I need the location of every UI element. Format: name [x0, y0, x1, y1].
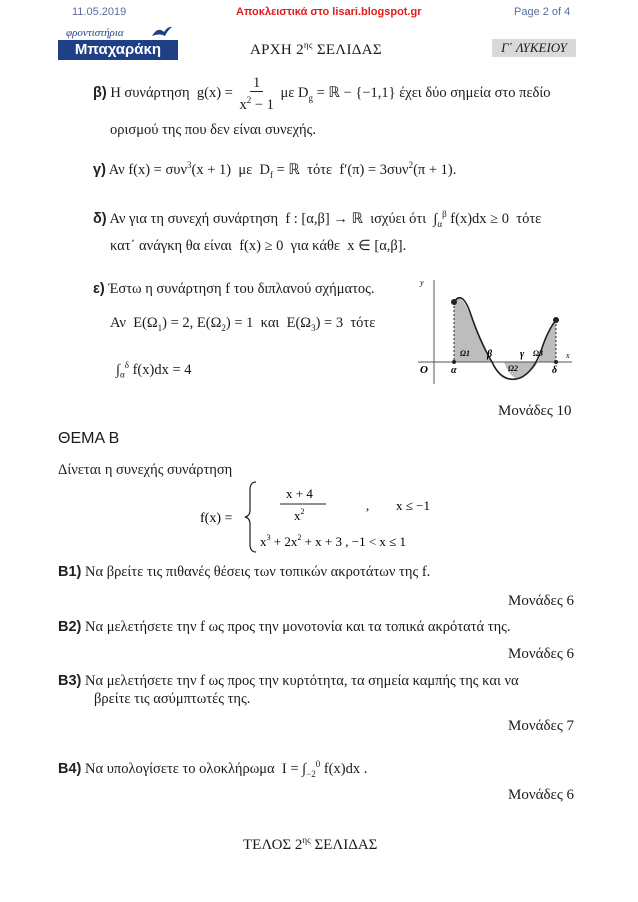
svg-text:,: ,: [366, 498, 370, 513]
item-d-text3: τότε: [516, 210, 542, 227]
svg-text:x2: $x^2$: [294, 507, 305, 523]
item-d-label: δ): [93, 210, 107, 227]
b3-question: [58, 672, 519, 690]
y-axis-label: y: [420, 278, 424, 287]
item-b-text2: με: [280, 85, 295, 102]
b1-text: Να βρείτε τις πιθανές θέσεις των τοπικών ακροτάτων της f.: [85, 564, 431, 580]
bird-logo-icon: [150, 24, 174, 40]
delta-label: δ: [552, 365, 558, 376]
logo-name: Μπαχαράκη: [58, 40, 178, 60]
item-e-line2: Αν $E(\Omega_1) = 2$, $E(\Omega_2) = 1$ και $E(\Omega_3) = 3$ τότε: [110, 315, 376, 333]
item-d-text1: Αν για τη συνεχή συνάρτηση: [109, 210, 279, 227]
item-d-line1: δ) Αν για τη συνεχή συνάρτηση f : [α,β] → ℝ ισχύει ότι $\int_\alpha^\beta$ f(x)dx ≥ 0 τότε: [93, 209, 542, 229]
delta-point: [554, 360, 558, 364]
item-e-text1: Έστω η συνάρτηση f του διπλανού σχήματος.: [108, 281, 375, 297]
units-theme-a: Μονάδες 10: [498, 403, 572, 419]
svg-text:x ≤ −1: x ≤ −1: [396, 498, 430, 513]
item-b-label: β): [93, 85, 107, 102]
omega2-label: Ω2: [508, 364, 518, 373]
omega1-label: Ω1: [460, 349, 470, 358]
item-d-text5: για κάθε: [290, 238, 340, 254]
theme-b-intro: Δίνεται η συνεχής συνάρτηση: [58, 462, 233, 478]
header-date: 11.05.2019: [72, 6, 127, 18]
item-b: β) Η συνάρτηση g(x) = $\frac{1}{x^2 - 1}$ με $D_g$ = ℝ − {−1,1} έχει δύο σημεία στο πεδίο: [93, 75, 551, 113]
end-point: [553, 317, 559, 323]
item-b-text3: έχει δύο σημεία στο πεδίο: [399, 85, 551, 102]
svg-text:f(x) =: f(x) =: [200, 511, 233, 526]
b3-label: Β3): [58, 673, 82, 689]
b2-text: Να μελετήσετε την f ως προς την μονοτονία και τα τοπικά ακρότατά της.: [85, 619, 511, 635]
b4-units: Μονάδες 6: [508, 787, 575, 803]
item-e-label: ε): [93, 281, 105, 297]
origin-label: O: [420, 364, 428, 376]
b4-text: Να υπολογίσετε το ολοκλήρωμα: [85, 760, 275, 777]
theme-b-title: ΘΕΜΑ Β: [58, 430, 120, 447]
item-d-text2: ισχύει ότι: [370, 210, 427, 227]
b2-units: Μονάδες 6: [508, 646, 575, 662]
section-end-title: ΤΕΛΟΣ $2^{\eta\varsigma}$ ΣΕΛΙΔΑΣ: [243, 835, 378, 853]
start-point: [451, 299, 457, 305]
alpha-label: α: [451, 365, 457, 376]
item-b-line2: ορισμού της που δεν είναι συνεχής.: [110, 122, 316, 138]
gamma-label: γ: [520, 349, 525, 360]
omega3-label: Ω3: [533, 349, 543, 358]
item-e-text2: Αν: [110, 315, 126, 331]
x-axis-label: x: [566, 351, 570, 360]
section-start-title: ΑΡΧΗ $2^{\eta\varsigma}$ ΣΕΛΙΔΑΣ: [250, 40, 382, 58]
piecewise-function: [200, 478, 460, 556]
header-banner[interactable]: Αποκλειστικά στο lisari.blogspot.gr: [236, 6, 422, 18]
item-e-integral: $\int_\alpha^\delta$ f(x)dx = 4: [116, 360, 192, 380]
b4-question: Β4) Να υπολογίσετε το ολοκλήρωμα $I = \int_{-2}^0$ f(x)dx .: [58, 759, 368, 779]
b2-label: Β2): [58, 619, 82, 635]
svg-text:x3 + 2x2 + x + 3 , −1 < x ≤ 1: $x^3 + 2x^2 + x + 3$ , −1 < x ≤ 1: [260, 533, 407, 549]
beta-label: β: [487, 349, 493, 360]
item-b-text1: Η συνάρτηση: [110, 85, 190, 102]
b1-label: Β1): [58, 564, 82, 580]
item-d-line2: κατ΄ ανάγκη θα είναι f(x) ≥ 0 για κάθε x ∈ [α,β].: [110, 238, 407, 254]
item-g: γ) Αν f(x) = συν$^3$(x + 1) με $D_f$ = ℝ τότε f′(π) = 3συν$^2$(π + 1).: [93, 160, 457, 180]
function-graph: [412, 272, 578, 390]
item-g-text: Αν: [108, 161, 125, 178]
item-g-label: γ): [93, 161, 106, 178]
item-e-text3: και: [260, 315, 280, 331]
b3-text1: Να μελετήσετε την f ως προς την κυρτότητα, τα σημεία καμπής της και να: [85, 673, 519, 689]
b2-question: [58, 618, 511, 636]
alpha-point: [452, 360, 456, 364]
item-e-line1: [93, 280, 375, 298]
b1-question: [58, 563, 430, 581]
item-d-text4: κατ΄ ανάγκη θα είναι: [110, 238, 232, 254]
item-e-text4: τότε: [350, 315, 376, 331]
svg-text:x + 4: x + 4: [286, 486, 313, 501]
b3-text2: βρείτε τις ασύμπτωτές της.: [94, 691, 251, 707]
header-page-number: Page 2 of 4: [514, 6, 571, 18]
b1-units: Μονάδες 6: [508, 593, 575, 609]
logo-tagline: φροντιστήρια: [66, 27, 124, 39]
class-badge: Γ΄ ΛΥΚΕΙΟΥ: [492, 39, 576, 57]
fraction: $\frac{1}{x^2 - 1}$: [239, 75, 274, 113]
b3-units: Μονάδες 7: [508, 718, 575, 734]
b4-label: Β4): [58, 760, 82, 777]
